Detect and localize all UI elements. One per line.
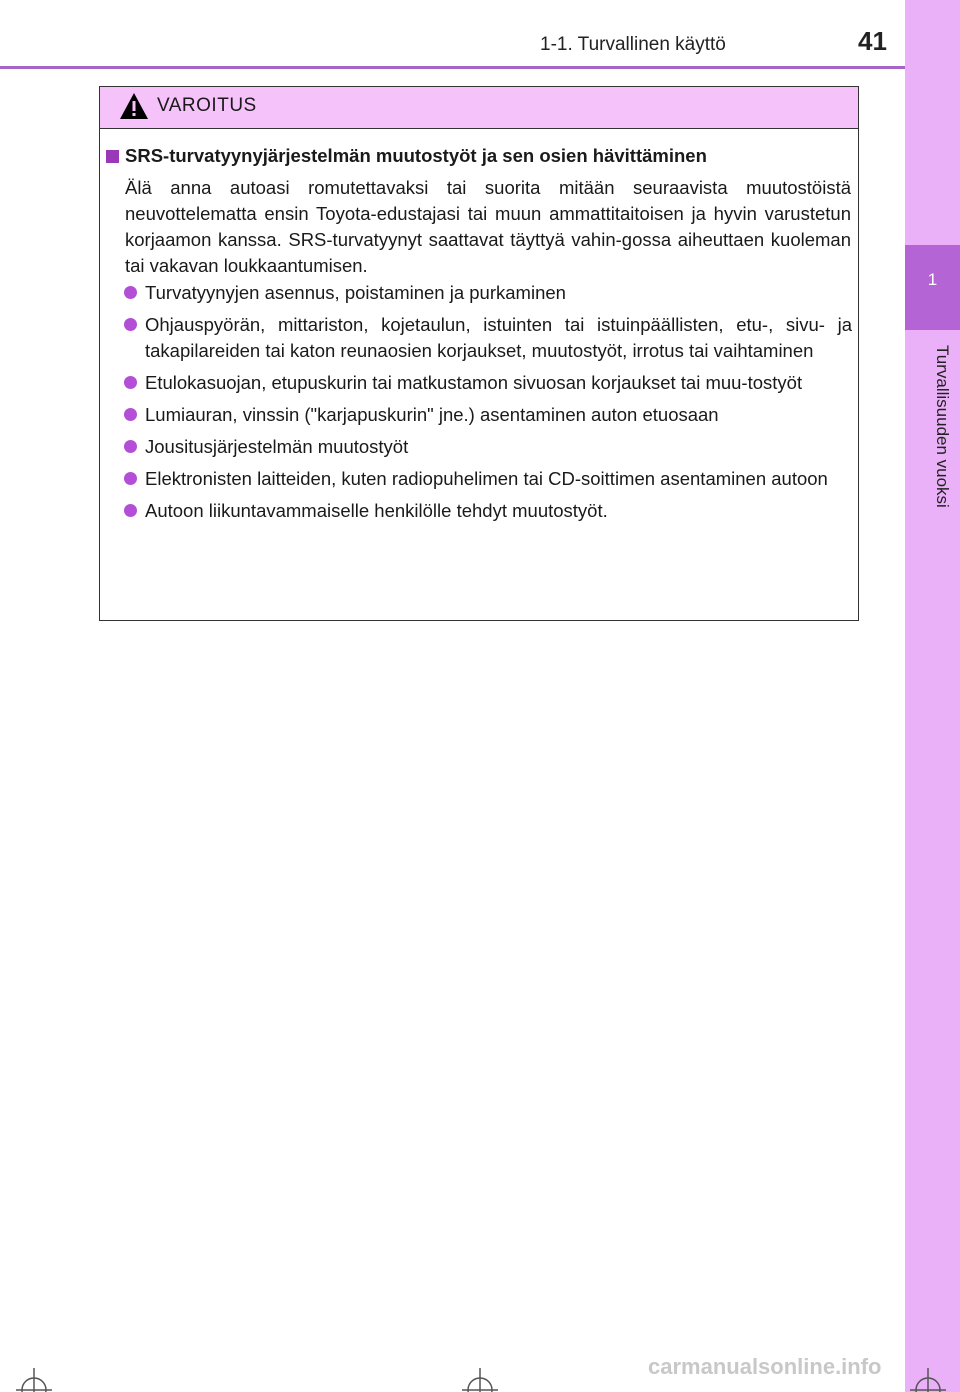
list-item-text: Ohjauspyörän, mittariston, kojetaulun, istuinten tai istuinpäällisten, etu-, sivu- ja takapilareiden tai katon reunaosien korjaukset, muutostyöt, irrotus tai vaihtaminen: [145, 314, 852, 361]
warning-box: [99, 86, 859, 621]
warning-triangle-icon: [119, 92, 149, 120]
list-item: [124, 370, 852, 396]
bullet-list: [124, 280, 852, 530]
list-item: [124, 434, 852, 460]
list-item: [124, 312, 852, 364]
list-item-text: Lumiauran, vinssin ("karjapuskurin" jne.) asentaminen auton etuosaan: [145, 404, 719, 425]
list-item: [124, 498, 852, 524]
side-tab: [905, 0, 960, 1392]
square-bullet-icon: [106, 150, 119, 163]
list-item-text: Turvatyynyjen asennus, poistaminen ja purkaminen: [145, 282, 566, 303]
bullet-dot-icon: [124, 286, 137, 299]
side-chapter-number: 1: [927, 270, 938, 289]
section-title-text: SRS-turvatyynyjärjestelmän muutostyöt ja sen osien hävittäminen: [125, 145, 707, 166]
list-item-text: Etulokasuojan, etupuskurin tai matkustamon sivuosan korjaukset tai muu-tostyöt: [145, 372, 803, 393]
list-item: [124, 466, 852, 492]
header-rule: [0, 66, 905, 69]
list-item-text: Autoon liikuntavammaiselle henkilölle tehdyt muutostyöt.: [145, 500, 608, 521]
bullet-dot-icon: [124, 408, 137, 421]
watermark: carmanualsonline.info: [648, 1354, 882, 1379]
list-item-text: Jousitusjärjestelmän muutostyöt: [145, 436, 409, 457]
registration-mark-icon: [908, 1360, 948, 1392]
bullet-dot-icon: [124, 440, 137, 453]
page-number: 41: [858, 26, 887, 56]
registration-mark-icon: [14, 1360, 54, 1392]
list-item-text: Elektronisten laitteiden, kuten radiopuhelimen tai CD-soittimen asentaminen autoon: [145, 468, 828, 489]
intro-paragraph: Älä anna autoasi romutettavaksi tai suorita mitään seuraavista muutostöistä neuvottelematta ensin Toyota-edustajasi tai muun ammattitaitoisen ja hyvin varustetun korjaamon kanssa. SRS-turvatyynyt saattavat täyttyä vahin-gossa aiheuttaen kuoleman tai vakavan loukkaantumisen.: [125, 177, 851, 276]
section-title: [106, 145, 851, 167]
bullet-dot-icon: [124, 376, 137, 389]
bullet-dot-icon: [124, 504, 137, 517]
registration-mark-icon: [460, 1360, 500, 1392]
list-item: [124, 280, 852, 306]
side-chapter-title: Turvallisuuden vuoksi: [933, 345, 952, 508]
list-item: [124, 402, 852, 428]
warning-header: [100, 87, 858, 129]
warning-label: VAROITUS: [157, 95, 257, 116]
bullet-dot-icon: [124, 318, 137, 331]
bullet-dot-icon: [124, 472, 137, 485]
header-title: 1-1. Turvallinen käyttö: [540, 34, 726, 55]
